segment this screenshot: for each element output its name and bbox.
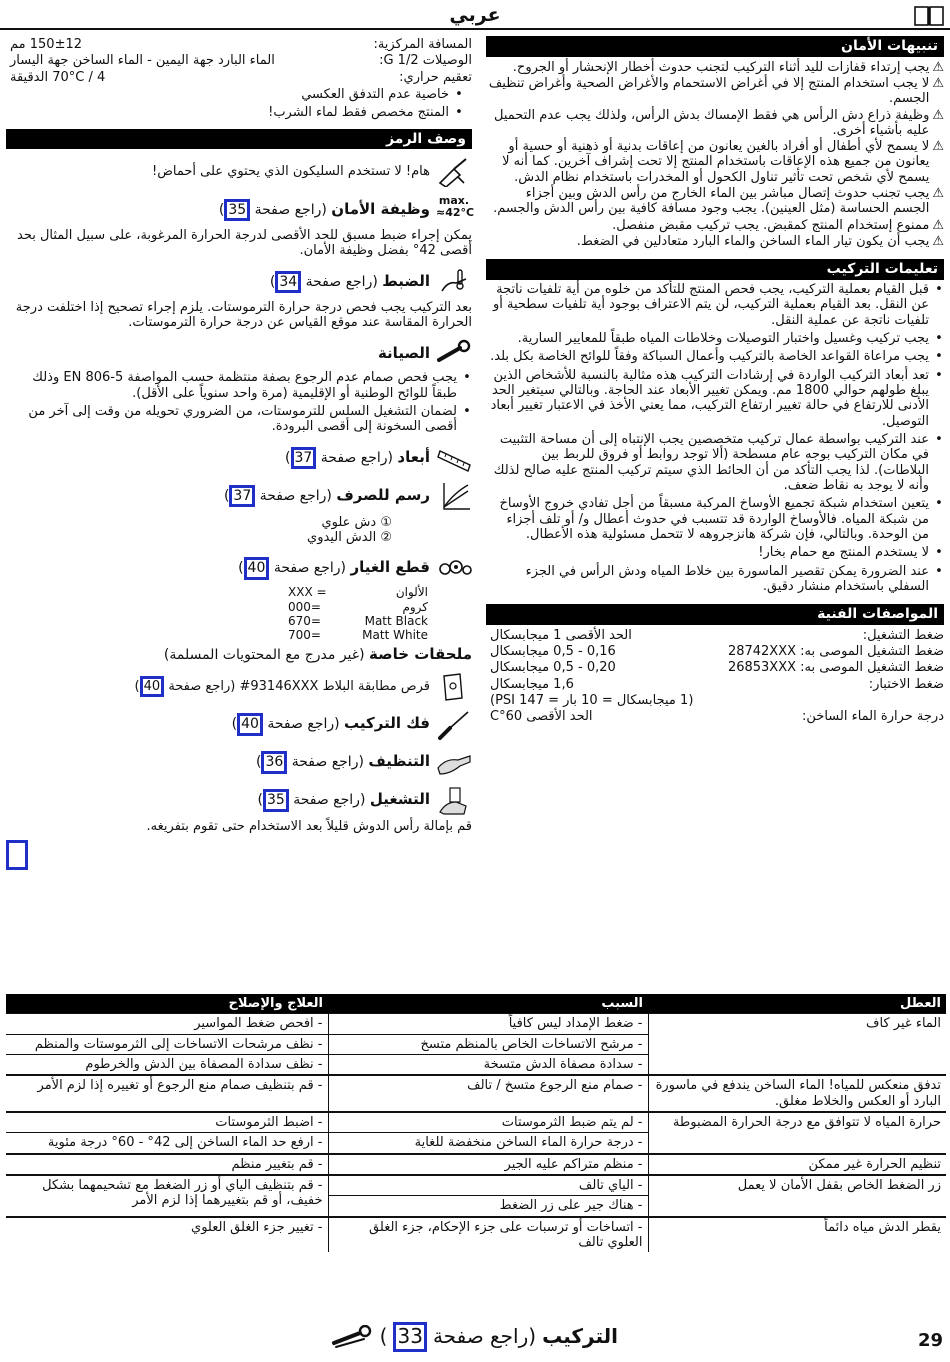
screwdriver-icon xyxy=(436,710,472,740)
warning-icon: ⚠ xyxy=(932,107,944,123)
spec-row: درجة حرارة الماء الساخن: الحد الأقصى 60°C xyxy=(490,709,944,725)
page-ref-link[interactable]: 40 xyxy=(244,557,270,580)
spec-row: ضغط التشغيل الموصى به: 28742XXX 0,16 - 0,5 ميجابسكال xyxy=(490,644,944,660)
ruler-icon xyxy=(436,443,472,473)
specs-heading: المواصفات الفنية xyxy=(486,604,944,625)
flow-diagram-label: رسم للصرف xyxy=(336,485,430,504)
safety-item: ⚠ يجب إرتداء قفازات لليد أثناء التركيب لتجنب حدوث أخطار الإنحشار أو الجروح. xyxy=(512,59,944,75)
remedy-header: العلاج والإصلاح xyxy=(6,994,328,1014)
warning-icon: ⚠ xyxy=(932,75,944,91)
specs-list xyxy=(486,628,944,725)
thermometer-hand-icon xyxy=(436,267,472,297)
book-icon xyxy=(914,5,944,27)
spec-row: ضغط التشغيل: الحد الأقصى 1 ميجابسكال xyxy=(490,627,944,643)
disassembly-label: فك التركيب xyxy=(344,714,430,733)
safety-heading: تنبيهات الأمان xyxy=(486,36,944,57)
spec-row: الوصيلات G 1/2: الماء البارد جهة اليمين - الماء الساخن جهة اليسار xyxy=(10,53,472,69)
hand-operation-icon xyxy=(436,786,472,816)
page-ref-link[interactable]: 40 xyxy=(237,713,263,736)
table-row: تنظيم الحرارة غير ممكن - منظم متراكم عليه الجير - قم بتغيير منظم xyxy=(6,1154,946,1175)
spare-parts-icon xyxy=(436,553,472,583)
warning-icon: ⚠ xyxy=(932,59,944,75)
flow-legend xyxy=(6,515,392,546)
feature-item: • خاصية عدم التدفق العكسي xyxy=(301,86,463,102)
color-row: 000= كروم xyxy=(288,599,428,614)
page-ref-link[interactable]: 33 xyxy=(393,1322,426,1352)
operation-label: التشغيل xyxy=(369,790,430,809)
feature-item: • المنتج مخصص فقط لماء الشرب! xyxy=(268,105,463,121)
safety-function-text: يمكن إجراء ضبط مسبق للحد الأقصى لدرجة الحرارة المرغوبة، على سبيل المثال بحد أقصى 42° بفضل وظيفة الأمان. xyxy=(17,228,472,259)
operation-text: قم بإمالة رأس الدوش قليلاً بعد الاستخدام حتى تقوم بتفريغه. xyxy=(146,818,472,834)
spec-row: (1 ميجابسكال = 10 بار = 147 PSI) xyxy=(490,693,694,709)
flow-chart-icon xyxy=(436,481,472,511)
spares-label: قطع الغيار xyxy=(350,558,430,577)
cleaning-row: التنظيف (راجع صفحة 36) xyxy=(6,748,472,778)
warning-icon: ⚠ xyxy=(932,217,944,233)
spares-row: قطع الغيار (راجع صفحة 40) xyxy=(6,553,472,583)
cleaning-label: التنظيف xyxy=(368,752,430,771)
page-ref-link[interactable]: 37 xyxy=(291,447,317,470)
adjust-text: بعد التركيب يجب فحص درجة حرارة الترموستات. يلزم إجراء تصحيح إذا اختلفت درجة الحرارة المقاسة عند موقع القياس عن درجة حرارة الترموستات. xyxy=(15,299,472,331)
table-row: - سدادة مصفاة الدش متسخة - نظف سدادة المصفاة بين الدش والخرطوم xyxy=(6,1054,946,1075)
safety-item: ⚠ لا يسمح لأي أطفال أو أفراد بالغين يعانون من إعاقات بدنية أو ذهنية أو حسية أو يعانون من جميع هذه الإعاقات باستخدام المنتج إلا تحت إشراف آخرين. كما أنه لا يسمح لأي شخص تحت تأثير تناول الكحول أو المخدرات باستخدام نظام الدش. xyxy=(502,139,944,185)
warning-icon: ⚠ xyxy=(932,186,944,202)
table-row: - درجة حرارة الماء الساخن منخفضة للغاية - ارفع حد الماء الساخن إلى 42° - 60° درجة مئوية xyxy=(6,1133,946,1154)
install-item: • يتعين استخدام شبكة تجميع الأوساخ المركبة مسبقاً من أجل تفادي خروج الأوساخ من شبكة المياه. فالأوساخ الواردة قد تتسبب في حدوث أعطال و/ أو تلف أجزاء من الوحدة. وبالتالي، فإن شركة هانزجروهه لا تتحمل مسئولية هذه الأعطال. xyxy=(499,496,943,542)
empty-page-ref-box xyxy=(6,840,28,870)
color-row: 670= Matt Black xyxy=(288,613,428,628)
page-ref-link[interactable]: 34 xyxy=(275,271,301,294)
general-specs xyxy=(6,37,472,121)
install-item: • عند التركيب بواسطة عمال تركيب متخصصين يجب الإنتباه إلى أن مساحة التثبيت في مكان التركيب بوجه عام مسطحة (ألا توجد روابط أو فروق للربط بين البلاطات). لذا يجب التأكد من أن الحائط الذي سيتم تركيب المنتج عليه صالح لذلك وأنه لا يوجد به نقاط ضعف. xyxy=(493,431,943,493)
maintenance-item: • يجب فحص صمام عدم الرجوع بصفة منتظمة حسب المواصفة EN 806-5 وذلك طبقاً للوائح الوطنية أو الإقليمية (مرة واحد سنوياً على الأقل). xyxy=(32,370,471,401)
color-row: 700= Matt White xyxy=(288,627,428,642)
safety-function-row: max. ≈42°C وظيفة الأمان (راجع صفحة 35) xyxy=(6,195,472,225)
safety-item: ⚠ ممنوع إستخدام المنتج كمقبض. يجب تركيب مقبض منفصل. xyxy=(612,217,944,233)
install-item: • لا يستخدم المنتج مع حمام بخار! xyxy=(758,545,943,561)
install-item: • تعد أبعاد التركيب الواردة في إرشادات التركيب هذه مثالية بالنسبة للأشخاص الذين يبلغ طولهم حوالي 1800 مم. ويمكن تغيير الأبعاد عند الحاجة. وبالتالي سيتغير الحد الأدنى للارتفاع في حالة تغيير ارتفاع التركيب، مما يعني الأخذ في الاعتبار تغيير أبعاد التوصيل. xyxy=(490,367,943,429)
spec-row: ضغط التشغيل الموصى به: 26853XXX 0,20 - 0,5 ميجابسكال xyxy=(490,660,944,676)
silicone-note-row xyxy=(6,157,472,187)
table-row: حرارة المياه لا تتوافق مع درجة الحرارة المضبوطة - لم يتم ضبط الثرموستات - اضبط الثرموستات xyxy=(6,1112,946,1133)
hand-cleaning-icon xyxy=(436,748,472,778)
install-item: • عند الضرورة يمكن تقصير الماسورة بين خلاط المياه ودش الرأس في الجزء السفلي باستخدام منشار دقيق. xyxy=(525,563,943,594)
tile-disc-row: قرص مطابقة البلاط 93146XXX# (راجع صفحة 40) xyxy=(6,672,472,702)
tile-disc-icon xyxy=(436,672,472,702)
silicone-note: هام! لا تستخدم السليكون الذي يحتوي على أحماض! xyxy=(151,164,430,180)
dimensions-row: أبعاد (راجع صفحة 37) xyxy=(6,443,472,473)
operation-row: التشغيل (راجع صفحة 35) xyxy=(6,786,472,816)
maintenance-row xyxy=(6,338,472,368)
page-ref-link[interactable]: 36 xyxy=(261,751,287,774)
page-ref-link[interactable]: 37 xyxy=(229,485,255,508)
table-row: تدفق منعكس للمياه! الماء الساخن يندفع في ماسورة البارد أو العكس والخلاط مغلق. - صمام منع الرجوع متسخ / تالف - قم بتنظيف صمام منع الرجوع أو تغييره إذا لزم الأمر xyxy=(6,1075,946,1112)
special-accessories: ملحقات خاصة (غير مدرج مع المحتويات المسلمة) xyxy=(163,645,472,664)
tile-disc-text: قرص مطابقة البلاط 93146XXX# xyxy=(239,679,430,695)
flow-diagram-row: رسم للصرف (راجع صفحة 37) xyxy=(6,481,472,511)
color-row: XXX = الألوان xyxy=(288,585,428,600)
safety-item: ⚠ يجب أن يكون تيار الماء الساخن والماء البارد متعادلين في الضغط. xyxy=(576,234,944,250)
page-ref-link[interactable]: 35 xyxy=(263,789,289,812)
warning-icon: ⚠ xyxy=(932,139,944,155)
troubleshooting-table xyxy=(6,994,946,1252)
safety-list xyxy=(486,60,944,250)
adjust-label: الضبط xyxy=(382,271,430,290)
safety-item: ⚠ لا يجب استخدام المنتج إلا في أغراض الاستحمام والأغراض الصحية وأغراض تنظيف الجسم. xyxy=(488,75,944,107)
table-row: - مرشح الاتساخات الخاص بالمنظم متسخ - نظف مرشحات الاتساخات إلى الثرموستات والمنظم xyxy=(6,1034,946,1054)
cause-header: السبب xyxy=(328,994,648,1014)
spec-row: ضغط الاختبار: 1,6 ميجابسكال xyxy=(490,676,944,692)
table-row: الماء غير كاف - ضغط الإمداد ليس كافياً - افحص ضغط المواسير xyxy=(6,1014,946,1034)
install-list xyxy=(486,282,944,594)
spec-row: تعقيم حراري: 70°C / 4 الدقيقة xyxy=(10,69,472,85)
disassembly-row: فك التركيب (راجع صفحة 40) xyxy=(6,710,472,740)
table-row: - هناك جير على زر الضغط xyxy=(6,1196,946,1217)
page-language-title: عربي xyxy=(449,4,501,26)
install-item: • قبل القيام بعملية التركيب، يجب فحص المنتج للتأكد من خلوه من أية تلفيات ناتجة عن النقل. بعد القيام بعملية التركيب، لن يتم الاعتراف بوجود أية تلفيات سطحية أو تلفيات ناتجة عن عملية النقل. xyxy=(492,281,943,328)
warning-icon: ⚠ xyxy=(932,234,944,250)
spec-row: المسافة المركزية: 150±12 مم xyxy=(10,37,472,52)
page-ref-link[interactable]: 35 xyxy=(224,199,250,222)
header-divider xyxy=(0,28,950,30)
install-item: • يجب تركيب وغسيل واختبار التوصيلات وخلاطات المياه طبقاً للمعايير السارية. xyxy=(517,330,943,346)
page-number: 29 xyxy=(918,1330,944,1351)
safety-function-label: وظيفة الأمان xyxy=(331,199,430,218)
install-heading: تعليمات التركيب xyxy=(486,259,944,280)
page-ref-link[interactable]: 40 xyxy=(140,676,165,697)
fault-header: العطل xyxy=(648,994,946,1014)
footer-install-label: التركيب xyxy=(542,1324,618,1348)
flow-legend-item: ① دش علوي xyxy=(321,514,392,530)
color-code-table xyxy=(288,585,428,642)
flow-legend-item: ② الدش اليدوي xyxy=(307,530,392,546)
table-row: زر الضغط الخاص بقفل الأمان لا يعمل - الياي تالف - قم بتنظيف الياي أو زر الضغط مع تشحيمهما بشكل خفيف، أو قم بتغييرهما إذا لزم الأمر xyxy=(6,1175,946,1196)
dimensions-label: أبعاد xyxy=(397,447,430,466)
maintenance-label: الصيانة xyxy=(377,343,430,362)
footer-install-ref: التركيب (راجع صفحة 33 ) xyxy=(318,1322,618,1352)
max-temp-icon: max. ≈42°C xyxy=(436,194,475,219)
install-item: • يجب مراعاة القواعد الخاصة بالتركيب وأعمال السباكة وفقاً للوائح الخاصة بكل بلد. xyxy=(490,349,943,365)
silicone-gun-icon xyxy=(436,157,472,187)
wrench-icon xyxy=(436,338,472,368)
symbol-heading: وصف الرمز xyxy=(6,129,472,150)
maintenance-item: • لضمان التشغيل السلس للترموستات، من الضروري تحويله من وقت إلى آخر من أقصى السخونة إلى أقصى البرودة. xyxy=(28,404,471,435)
wrench-icon xyxy=(330,1325,374,1349)
safety-item: ⚠ يجب تجنب حدوث إتصال مباشر بين الماء الخارج من رأس الدش وبين أجزاء الجسم الحساسة (مثل العينين). يجب وجود مسافة كافية بين رأس الدش والجسم. xyxy=(493,186,944,217)
table-row: يقطر الدش مياه دائماً - اتساخات أو ترسبات على جزء الإحكام، جزء الغلق العلوي تالف - تغيير جزء الغلق العلوي xyxy=(6,1217,946,1253)
adjust-row: الضبط (راجع صفحة 34) xyxy=(6,267,472,297)
safety-item: ⚠ وظيفة ذراع دش الرأس هي فقط الإمساك بدش الرأس، ولذلك يجب عدم التحميل عليه بأشياء أخرى. xyxy=(493,107,944,138)
table-header-row xyxy=(6,994,946,1014)
